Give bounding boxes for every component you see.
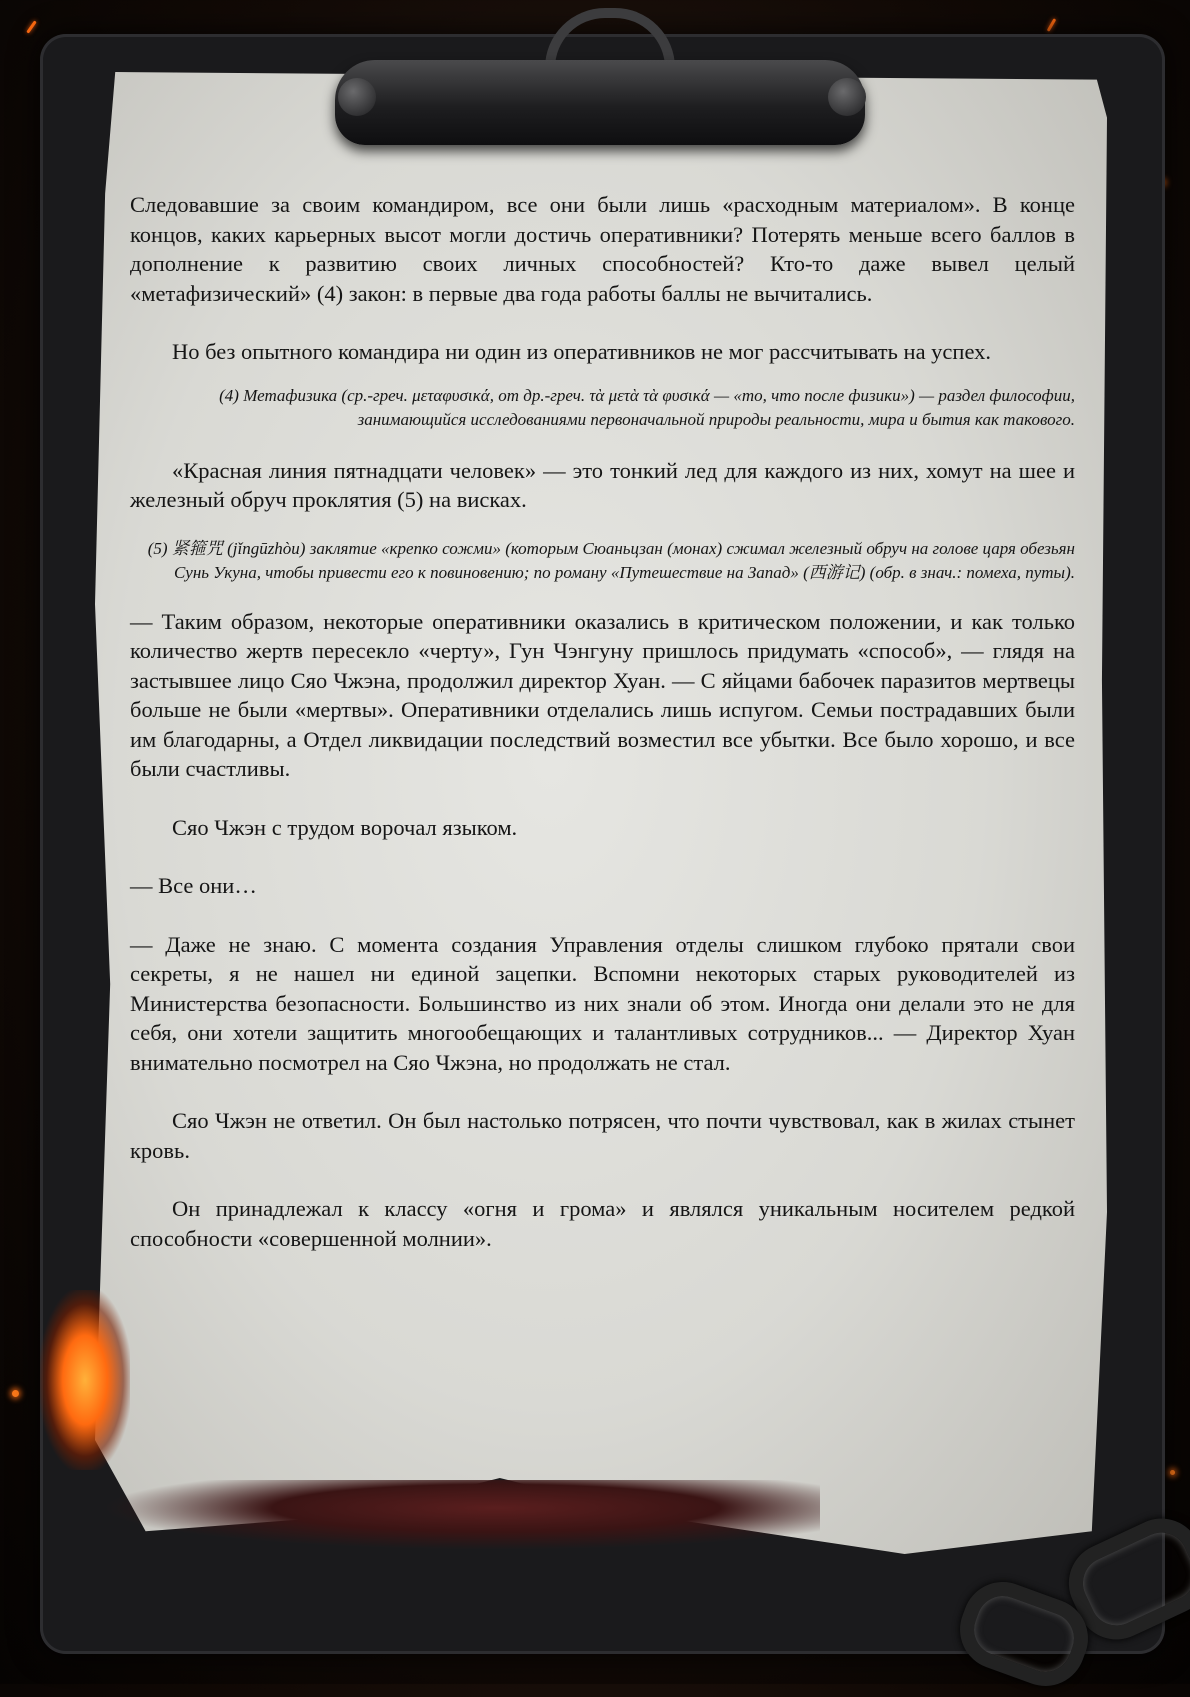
paragraph: — Таким образом, некоторые оперативники оказались в критическом положении, и как только количество жертв пересекло «черту», Гун Чэнгуну пришлось придумать «способ», — глядя на застывшее лицо Сяо Чжэна, продолжил директор Хуан. — С яйцами бабочек паразитов мертвецы больше не были «мертвы». Оперативники отделались лишь испугом. Семьи пострадавших были им благодарны, а Отдел ликвидации последствий возместил все убытки. Все было хорошо, и все были счастливы. [130, 608, 1075, 781]
burned-edge [100, 1480, 820, 1550]
ember-spark [1170, 1470, 1175, 1475]
footnote: (4) Метафизика (ср.-греч. μεταφυσικά, от др.-греч. τὰ μετὰ τὰ φυσικά — «то, что после физики») — раздел философии, занимающийся исследованиями первоначальной природы реальности, мира и бытия как такового. [219, 385, 1075, 429]
paragraph: Но без опытного командира ни один из оперативников не мог рассчитывать на успех. [172, 339, 992, 364]
paragraph: Следовавшие за своим командиром, все они были лишь «расходным материалом». В конце концов, каких карьерных высот могли достичь оперативники? Потерять меньше всего баллов в дополнение к развитию своих личных способностей? Кто-то даже вывел целый «метафизический» (4) закон: в первые два года работы баллы не вычитались. [130, 192, 1075, 306]
ember-spark [12, 1390, 19, 1397]
document-text [130, 190, 1075, 1253]
fire-glow [40, 1290, 130, 1470]
paragraph: Сяо Чжэн не ответил. Он был настолько потрясен, что почти чувствовал, как в жилах стынет кровь. [130, 1108, 1075, 1163]
ember-streak [1047, 18, 1057, 32]
paragraph: — Даже не знаю. С момента создания Управления отделы слишком глубоко прятали свои секреты, я не нашел ни единой зацепки. Вспомни некоторых старых руководителей из Министерства безопасности. Большинство из них знали об этом. Иногда они делали это не для себя, они хотели защитить многообещающих и талантливых сотрудников... — Директор Хуан внимательно посмотрел на Сяо Чжэна, но продолжать не стал. [130, 931, 1075, 1075]
paragraph: Он принадлежал к классу «огня и грома» и являлся уникальным носителем редкой способности «совершенной молнии». [130, 1196, 1075, 1251]
clipboard-clip [335, 60, 865, 145]
paragraph: — Все они… [130, 873, 257, 898]
paragraph: Сяо Чжэн с трудом ворочал языком. [172, 814, 518, 840]
clip-rivet [828, 78, 866, 116]
footnote: (5) 紧箍咒 (jǐngūzhòu) заклятие «крепко сожми» (которым Сюаньцзан (монах) сжимал железный обруч на голове царя обезьян Сунь Укуна, чтобы привести его к повиновению; по роману «Путешествие на Запад» (西游记) (обр. в знач.: помеха, путы). [147, 538, 1075, 582]
paragraph: «Красная линия пятнадцати человек» — это тонкий лед для каждого из них, хомут на шее и железный обруч проклятия (5) на висках. [130, 457, 1075, 512]
clip-rivet [338, 78, 376, 116]
ember-streak [26, 20, 36, 33]
